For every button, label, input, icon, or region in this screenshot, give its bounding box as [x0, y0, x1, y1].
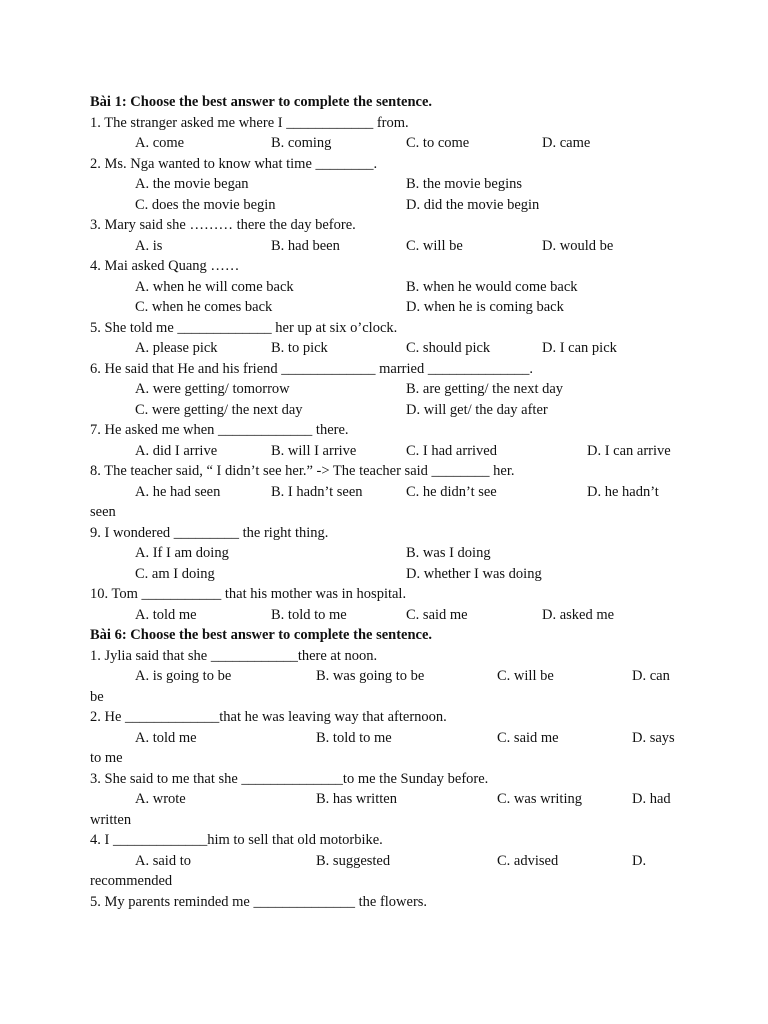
question-text: 3. Mary said she ……… there the day before.	[90, 217, 356, 233]
question-text: 8. The teacher said, “ I didn’t see her.” -> The teacher said ________ her.	[90, 463, 515, 479]
question-text: 4. Mai asked Quang ……	[90, 258, 240, 274]
answer-option: A. is going to be	[135, 668, 232, 684]
answer-option: A. come	[135, 135, 185, 151]
answer-option: A. If I am doing	[135, 545, 229, 561]
answer-option: C. advised	[497, 852, 559, 869]
answer-option: D. whether I was doing	[406, 565, 542, 582]
section-heading: Bài 1: Choose the best answer to complete the sentence.	[90, 94, 433, 110]
answer-option: D. I can arrive	[587, 442, 671, 459]
answer-option: D.	[632, 852, 647, 869]
answer-option: D. came	[542, 135, 591, 151]
answer-option-wrap: recommended	[90, 873, 173, 889]
answer-option: A. said to	[135, 852, 191, 869]
answer-option: C. to come	[406, 135, 470, 151]
answer-option: A. did I arrive	[135, 442, 218, 459]
answer-option: B. when he would come back	[406, 278, 578, 295]
answer-option: C. was writing	[497, 791, 582, 807]
answer-option: B. to pick	[271, 340, 328, 356]
answer-option: C. he didn’t see	[406, 483, 497, 500]
answer-option: A. the movie began	[135, 176, 249, 192]
answer-option: B. told to me	[271, 606, 347, 623]
answer-option: D. asked me	[542, 606, 615, 623]
answer-option: D. he hadn’t	[587, 483, 659, 500]
question-text: 1. The stranger asked me where I ____________ from.	[90, 114, 409, 131]
question-text: 2. Ms. Nga wanted to know what time ________.	[90, 155, 378, 172]
answer-option: B. the movie begins	[406, 176, 522, 192]
answer-option: B. told to me	[316, 729, 392, 746]
answer-option: A. told me	[135, 606, 197, 623]
answer-option: A. is	[135, 237, 163, 254]
answer-option: D. says	[632, 729, 675, 746]
answer-option: B. has written	[316, 791, 397, 807]
answer-option: D. did the movie begin	[406, 196, 540, 213]
question-text: 10. Tom ___________ that his mother was in hospital.	[90, 586, 407, 602]
answer-option: C. when he comes back	[135, 299, 273, 315]
answer-option: D. I can pick	[542, 340, 617, 356]
answer-option: C. said me	[406, 606, 468, 623]
answer-option-wrap: written	[90, 811, 132, 828]
question-text: 5. She told me _____________ her up at six o’clock.	[90, 319, 398, 336]
answer-option: C. am I doing	[135, 565, 215, 582]
answer-option: B. suggested	[316, 852, 391, 869]
question-text: 7. He asked me when _____________ there.	[90, 422, 349, 438]
answer-option: B. will I arrive	[271, 442, 357, 459]
question-text: 6. He said that He and his friend _____________ married ______________.	[90, 360, 533, 377]
answer-option: B. was going to be	[316, 668, 425, 684]
answer-option: D. when he is coming back	[406, 299, 564, 315]
question-text: 5. My parents reminded me ______________ the flowers.	[90, 893, 428, 910]
answer-option: D. had	[632, 791, 671, 807]
answer-option: C. I had arrived	[406, 442, 497, 459]
answer-option: D. would be	[542, 237, 614, 254]
answer-option: C. should pick	[406, 340, 491, 356]
answer-option: C. will be	[406, 237, 463, 254]
answer-option: C. will be	[497, 668, 554, 684]
question-text: 2. He _____________that he was leaving way that afternoon.	[90, 709, 447, 725]
answer-option: A. he had seen	[135, 483, 221, 500]
answer-option: B. had been	[271, 237, 340, 254]
answer-option: D. can	[632, 668, 670, 684]
answer-option: D. will get/ the day after	[406, 401, 548, 418]
answer-option: A. told me	[135, 729, 197, 746]
answer-option: A. wrote	[135, 791, 186, 807]
answer-option: C. does the movie begin	[135, 196, 276, 213]
answer-option: B. coming	[271, 135, 332, 151]
answer-option: B. are getting/ the next day	[406, 381, 564, 397]
answer-option: A. please pick	[135, 340, 218, 356]
answer-option: A. when he will come back	[135, 278, 294, 295]
section-heading: Bài 6: Choose the best answer to complete the sentence.	[90, 627, 433, 643]
question-text: 4. I _____________him to sell that old motorbike.	[90, 832, 383, 848]
answer-option: B. was I doing	[406, 545, 491, 561]
answer-option: B. I hadn’t seen	[271, 483, 363, 500]
answer-option: C. said me	[497, 729, 559, 746]
question-text: 3. She said to me that she ______________to me the Sunday before.	[90, 770, 489, 787]
question-text: 1. Jylia said that she ____________there at noon.	[90, 647, 378, 664]
answer-option: A. were getting/ tomorrow	[135, 381, 290, 397]
question-text: 9. I wondered _________ the right thing.	[90, 524, 329, 541]
answer-option-wrap: be	[90, 688, 104, 705]
answer-option: C. were getting/ the next day	[135, 401, 303, 418]
answer-option-wrap: to me	[90, 750, 123, 766]
answer-option-wrap: seen	[90, 504, 116, 520]
